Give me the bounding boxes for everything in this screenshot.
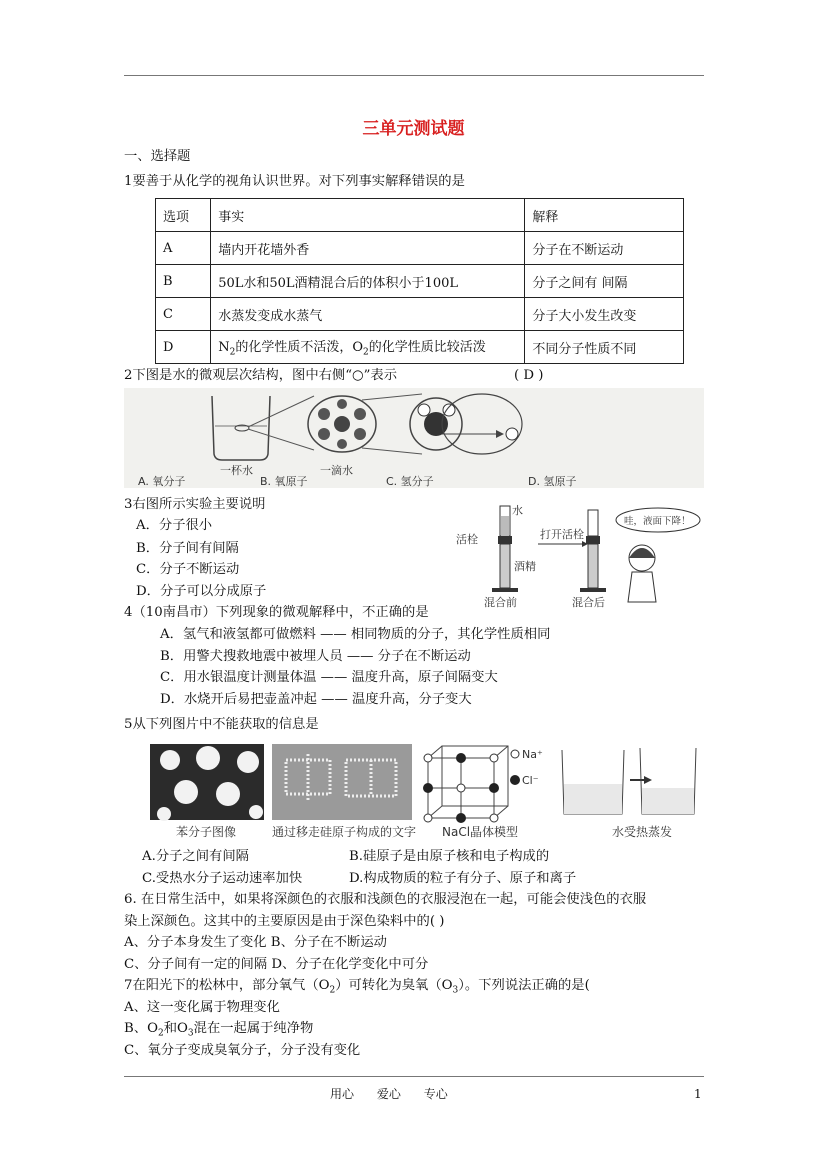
q1-table bbox=[155, 198, 684, 364]
q6-options: A、分子本身发生了变化 B、分子在不断运动 bbox=[124, 935, 387, 950]
na-legend-icon bbox=[511, 750, 519, 758]
table-cell bbox=[211, 331, 525, 364]
q7-text: 和O bbox=[163, 1021, 188, 1036]
benzene-molecule-icon bbox=[249, 805, 263, 819]
small-circle-icon bbox=[506, 428, 518, 440]
table-header-cell: 选项 bbox=[156, 199, 211, 232]
molecule-icon bbox=[318, 428, 330, 440]
hydrogen-atom-icon bbox=[418, 404, 430, 416]
cl-legend-label: Cl⁻ bbox=[522, 774, 539, 787]
footer-text: 用心 爱心 专心 bbox=[330, 1087, 448, 1101]
table-row bbox=[156, 331, 684, 364]
q4-option: C．用水银温度计测量体温 —— 温度升高，原子间隔变大 bbox=[160, 670, 498, 685]
molecule-icon bbox=[354, 428, 366, 440]
molecule-icon bbox=[318, 408, 330, 420]
q4-option: D．水烧开后易把壶盖冲起 —— 温度升高，分子变大 bbox=[160, 692, 472, 707]
q3-option: D．分子可以分成原子 bbox=[136, 584, 267, 599]
na-ion-icon bbox=[457, 784, 465, 792]
q2-choice: A. 氧分子 bbox=[138, 475, 186, 488]
q4-option: A．氢气和液氢都可做燃料 —— 相同物质的分子，其化学性质相同 bbox=[160, 627, 551, 642]
table-row bbox=[156, 298, 684, 331]
table-cell: C bbox=[156, 298, 211, 331]
q3-option: B．分子间有间隔 bbox=[136, 541, 239, 556]
q5-caption: 通过移走硅原子构成的文字 bbox=[272, 825, 417, 839]
subscript: 3 bbox=[452, 985, 459, 996]
child-body-icon bbox=[628, 572, 656, 602]
q5-option: B.硅原子是由原子核和电子构成的 bbox=[349, 849, 550, 864]
benzene-molecule-icon bbox=[160, 750, 180, 770]
stand-base-icon bbox=[492, 588, 518, 592]
q6-options: C、分子间有一定的间隔 D、分子在化学变化中可分 bbox=[124, 957, 429, 972]
oxygen-atom-icon bbox=[424, 412, 448, 436]
valve-icon bbox=[498, 536, 512, 544]
header-rule bbox=[124, 75, 704, 76]
molecule-icon bbox=[334, 416, 350, 432]
silicon-image bbox=[272, 744, 412, 820]
fig-label: 一杯水 bbox=[220, 464, 253, 477]
table-cell: A bbox=[156, 232, 211, 265]
fact-text: 的化学性质不活泼，O bbox=[235, 340, 363, 356]
q7-option: C、氧分子变成臭氧分子，分子没有变化 bbox=[124, 1043, 361, 1058]
cl-legend-icon bbox=[510, 775, 520, 785]
q2-answer: ( D ) bbox=[514, 368, 544, 383]
benzene-molecule-icon bbox=[157, 807, 171, 821]
stand-base-icon bbox=[580, 588, 606, 592]
na-ion-icon bbox=[490, 814, 498, 822]
tube-bottom-icon bbox=[500, 544, 510, 588]
q7-text: 混在一起属于纯净物 bbox=[193, 1021, 314, 1036]
q5-caption: 水受热蒸发 bbox=[612, 825, 673, 839]
q7-stem bbox=[124, 978, 590, 999]
na-ion-icon bbox=[424, 814, 432, 822]
fig-bubble-text: 哇，液面下降！ bbox=[624, 516, 691, 527]
table-header-cell: 事实 bbox=[211, 199, 525, 232]
q5-stem: 5从下列图片中不能获取的信息是 bbox=[124, 717, 319, 732]
cl-ion-icon bbox=[423, 783, 433, 793]
q7-text: 7在阳光下的松林中，部分氧气（O bbox=[124, 978, 330, 993]
table-cell: 50L水和50L酒精混合后的体积小于100L bbox=[211, 265, 525, 298]
water-fill bbox=[501, 516, 509, 536]
q3-option: A．分子很小 bbox=[136, 518, 213, 533]
na-ion-icon bbox=[424, 754, 432, 762]
q1-stem: 1要善于从化学的视角认识世界。对下列事实解释错误的是 bbox=[124, 174, 465, 189]
table-cell: 墙内开花墙外香 bbox=[211, 232, 525, 265]
table-cell: 分子在不断运动 bbox=[525, 232, 684, 265]
q5-option: C.受热水分子运动速率加快 bbox=[142, 871, 303, 886]
q7-option: A、这一变化属于物理变化 bbox=[124, 1000, 280, 1015]
q2-stem: 2下图是水的微观层次结构，图中右侧“○”表示 bbox=[124, 368, 398, 383]
q2-choice: C. 氢分子 bbox=[386, 475, 434, 488]
fact-text: 的化学性质比较活泼 bbox=[368, 340, 486, 356]
subscript: 2 bbox=[229, 347, 236, 358]
water-fill bbox=[564, 784, 622, 814]
fig-label-alcohol: 酒精 bbox=[514, 560, 536, 573]
table-header-cell: 解释 bbox=[525, 199, 684, 232]
table-cell: 分子大小发生改变 bbox=[525, 298, 684, 331]
subscript: 2 bbox=[157, 1028, 164, 1039]
table-cell: D bbox=[156, 331, 211, 364]
fig-label-before: 混合前 bbox=[484, 596, 517, 608]
table-cell: 水蒸发变成水蒸气 bbox=[211, 298, 525, 331]
q3-experiment-figure bbox=[452, 500, 702, 608]
molecule-icon bbox=[354, 408, 366, 420]
q7-text: ）可转化为臭氧（O bbox=[335, 978, 453, 993]
footer-rule bbox=[124, 1076, 704, 1077]
cl-ion-icon bbox=[456, 753, 466, 763]
valve-icon bbox=[586, 536, 600, 544]
table-cell: 不同分子性质不同 bbox=[525, 331, 684, 364]
fig-label-water: 水 bbox=[512, 504, 523, 517]
water-fill bbox=[642, 788, 694, 814]
q2-choice: B. 氧原子 bbox=[260, 475, 308, 488]
table-cell: 分子之间有 间隔 bbox=[525, 265, 684, 298]
q4-option: B．用警犬搜救地震中被埋人员 —— 分子在不断运动 bbox=[160, 649, 471, 664]
benzene-molecule-icon bbox=[237, 751, 259, 773]
cl-ion-icon bbox=[456, 813, 466, 823]
page-number: 1 bbox=[694, 1087, 702, 1101]
fig-label-valve: 活栓 bbox=[456, 533, 478, 546]
table-row bbox=[156, 232, 684, 265]
section-heading: 一、选择题 bbox=[124, 149, 191, 164]
hydrogen-atom-icon bbox=[443, 404, 455, 416]
page-title: 三单元测试题 bbox=[362, 119, 465, 139]
q7-option bbox=[124, 1021, 313, 1042]
fact-text: N bbox=[218, 340, 230, 356]
fig-label-after: 混合后 bbox=[572, 596, 605, 608]
q5-option: A.分子之间有间隔 bbox=[142, 849, 249, 864]
q5-option: D.构成物质的粒子有分子、原子和离子 bbox=[349, 871, 577, 886]
arrow-head-icon bbox=[644, 776, 652, 784]
fig-label-open: 打开活栓 bbox=[540, 528, 584, 541]
benzene-molecule-icon bbox=[196, 746, 220, 770]
subscript: 2 bbox=[362, 347, 369, 358]
tube-bottom-icon bbox=[588, 544, 598, 588]
subscript: 3 bbox=[187, 1028, 194, 1039]
na-legend-label: Na⁺ bbox=[522, 748, 543, 761]
q3-stem: 3右图所示实验主要说明 bbox=[124, 497, 266, 512]
cl-ion-icon bbox=[489, 783, 499, 793]
q2-water-structure-figure bbox=[124, 388, 704, 488]
q4-stem: 4（10南昌市）下列现象的微观解释中，不正确的是 bbox=[124, 605, 429, 620]
q6-line: 6. 在日常生活中，如果将深颜色的衣服和浅颜色的衣服浸泡在一起，可能会使浅色的衣服 bbox=[124, 892, 647, 907]
molecule-icon bbox=[337, 439, 347, 449]
fig-label: 一滴水 bbox=[320, 464, 353, 477]
tube-top-icon bbox=[588, 510, 598, 536]
subscript: 2 bbox=[329, 985, 336, 996]
q7-text: B、O bbox=[124, 1021, 158, 1036]
q5-figures bbox=[146, 740, 702, 844]
table-cell: B bbox=[156, 265, 211, 298]
na-ion-icon bbox=[490, 754, 498, 762]
q6-line: 染上深颜色。这其中的主要原因是由于深色染料中的( ) bbox=[124, 914, 445, 929]
molecule-icon bbox=[337, 399, 347, 409]
table-row bbox=[156, 265, 684, 298]
table-row bbox=[156, 199, 684, 232]
q5-caption: NaCl晶体模型 bbox=[442, 825, 519, 839]
q3-option: C．分子不断运动 bbox=[136, 562, 240, 577]
q2-choice: D. 氢原子 bbox=[528, 475, 577, 488]
benzene-molecule-icon bbox=[216, 782, 240, 806]
benzene-molecule-icon bbox=[174, 780, 198, 804]
q5-caption: 苯分子图像 bbox=[176, 825, 237, 839]
q7-text: ）。下列说法正确的是( bbox=[458, 978, 590, 993]
